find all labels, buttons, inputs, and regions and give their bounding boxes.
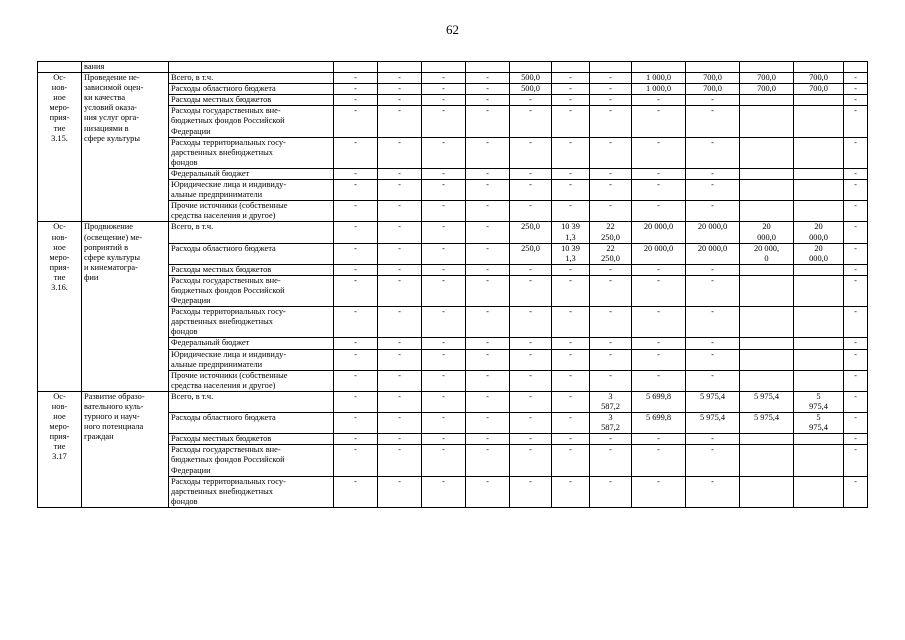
- table-row: [38, 73, 868, 84]
- value-cell: -: [552, 180, 590, 201]
- value-cell: -: [590, 73, 632, 84]
- value-cell: -: [632, 201, 686, 222]
- value-cell: 20 000,0: [794, 222, 844, 243]
- funding-source-label: Расходы территориальных госу- дарственных внебюджетных фондов: [169, 137, 334, 168]
- funding-source-label: Расходы государственных вне- бюджетных фондов Российской Федерации: [169, 106, 334, 137]
- value-cell: -: [686, 349, 740, 370]
- value-cell: -: [378, 222, 422, 243]
- value-cell: -: [590, 168, 632, 179]
- value-cell: -: [334, 338, 378, 349]
- value-cell: -: [510, 413, 552, 434]
- value-cell: [794, 445, 844, 476]
- value-cell: -: [590, 95, 632, 106]
- value-cell: -: [466, 84, 510, 95]
- value-cell: -: [422, 307, 466, 338]
- value-cell: -: [590, 307, 632, 338]
- value-cell: -: [334, 264, 378, 275]
- value-cell: [740, 434, 794, 445]
- value-cell: [740, 307, 794, 338]
- value-cell: -: [422, 264, 466, 275]
- value-cell: -: [632, 95, 686, 106]
- value-cell: -: [378, 338, 422, 349]
- value-cell: -: [378, 137, 422, 168]
- value-cell: -: [378, 307, 422, 338]
- measure-id: Ос- нов- ное меро- прия- тие 3.15.: [38, 73, 82, 222]
- funding-source-label: Расходы местных бюджетов: [169, 434, 334, 445]
- value-cell: -: [686, 434, 740, 445]
- value-cell: -: [686, 106, 740, 137]
- budget-table: [37, 61, 868, 508]
- value-cell: 10 39 1,3: [552, 243, 590, 264]
- measure-id: Ос- нов- ное меро- прия- тие 3.17: [38, 391, 82, 507]
- value-cell: 5 699,8: [632, 413, 686, 434]
- value-cell: -: [632, 307, 686, 338]
- value-cell: -: [552, 391, 590, 412]
- value-cell: -: [686, 338, 740, 349]
- value-cell: -: [844, 222, 868, 243]
- value-cell: -: [844, 434, 868, 445]
- value-cell: -: [378, 370, 422, 391]
- value-cell: -: [334, 476, 378, 507]
- value-cell: -: [422, 434, 466, 445]
- value-cell: -: [844, 168, 868, 179]
- value-cell: [740, 338, 794, 349]
- value-cell: [794, 264, 844, 275]
- value-cell: -: [378, 413, 422, 434]
- value-cell: -: [686, 137, 740, 168]
- value-cell: -: [590, 106, 632, 137]
- value-cell: [794, 434, 844, 445]
- value-cell: -: [590, 180, 632, 201]
- value-cell: -: [510, 168, 552, 179]
- value-cell: -: [552, 413, 590, 434]
- value-cell: -: [466, 201, 510, 222]
- funding-source-label: Расходы территориальных госу- дарственных внебюджетных фондов: [169, 307, 334, 338]
- value-cell: -: [510, 349, 552, 370]
- value-cell: -: [552, 349, 590, 370]
- funding-source-label: Расходы областного бюджета: [169, 243, 334, 264]
- value-cell: -: [552, 137, 590, 168]
- value-cell: -: [686, 307, 740, 338]
- value-cell: -: [378, 73, 422, 84]
- value-cell: -: [334, 201, 378, 222]
- value-cell: -: [590, 338, 632, 349]
- value-cell: -: [510, 338, 552, 349]
- value-cell: 700,0: [686, 84, 740, 95]
- value-cell: -: [466, 445, 510, 476]
- value-cell: -: [632, 349, 686, 370]
- value-cell: -: [334, 370, 378, 391]
- value-cell: -: [334, 222, 378, 243]
- measure-title: Продвижение (освещение) ме- роприятий в сфере культуры и кинематогра- фии: [82, 222, 169, 392]
- value-cell: -: [632, 338, 686, 349]
- value-cell: -: [334, 168, 378, 179]
- value-cell: -: [552, 168, 590, 179]
- value-cell: -: [334, 95, 378, 106]
- value-cell: -: [844, 106, 868, 137]
- value-cell: -: [334, 84, 378, 95]
- value-cell: -: [466, 370, 510, 391]
- value-cell: -: [844, 201, 868, 222]
- value-cell: -: [334, 349, 378, 370]
- value-cell: -: [334, 106, 378, 137]
- value-cell: -: [632, 445, 686, 476]
- value-cell: [740, 476, 794, 507]
- value-cell: 500,0: [510, 73, 552, 84]
- value-cell: 20 000,0: [740, 222, 794, 243]
- measure-id: Ос- нов- ное меро- прия- тие 3.16.: [38, 222, 82, 392]
- value-cell: -: [378, 106, 422, 137]
- value-cell: -: [510, 275, 552, 306]
- value-cell: -: [510, 180, 552, 201]
- value-cell: -: [632, 106, 686, 137]
- value-cell: 5 975,4: [794, 413, 844, 434]
- value-cell: -: [466, 413, 510, 434]
- value-cell: 5 975,4: [686, 413, 740, 434]
- value-cell: -: [552, 445, 590, 476]
- value-cell: -: [844, 307, 868, 338]
- value-cell: -: [510, 95, 552, 106]
- value-cell: 1 000,0: [632, 73, 686, 84]
- continued-cell: вания: [82, 62, 169, 73]
- value-cell: 22 250,0: [590, 243, 632, 264]
- value-cell: -: [590, 349, 632, 370]
- value-cell: 1 000,0: [632, 84, 686, 95]
- value-cell: -: [334, 391, 378, 412]
- value-cell: -: [686, 180, 740, 201]
- value-cell: 250,0: [510, 243, 552, 264]
- value-cell: -: [334, 73, 378, 84]
- value-cell: -: [844, 445, 868, 476]
- funding-source-label: Расходы местных бюджетов: [169, 95, 334, 106]
- value-cell: -: [334, 307, 378, 338]
- value-cell: 700,0: [794, 73, 844, 84]
- value-cell: 700,0: [740, 73, 794, 84]
- value-cell: -: [378, 180, 422, 201]
- value-cell: -: [552, 338, 590, 349]
- funding-source-label: Расходы государственных вне- бюджетных фондов Российской Федерации: [169, 275, 334, 306]
- table-row: [38, 391, 868, 412]
- value-cell: [740, 264, 794, 275]
- table-row: [38, 222, 868, 243]
- value-cell: 5 975,4: [794, 391, 844, 412]
- value-cell: -: [590, 264, 632, 275]
- funding-source-label: Расходы территориальных госу- дарственных внебюджетных фондов: [169, 476, 334, 507]
- value-cell: 20 000,0: [632, 222, 686, 243]
- funding-source-label: Расходы областного бюджета: [169, 84, 334, 95]
- value-cell: 20 000,0: [686, 243, 740, 264]
- value-cell: -: [422, 243, 466, 264]
- measure-title: Развитие образо- вательного куль- турного и науч- ного потенциала граждан: [82, 391, 169, 507]
- value-cell: -: [378, 349, 422, 370]
- value-cell: -: [686, 445, 740, 476]
- value-cell: -: [590, 275, 632, 306]
- value-cell: -: [422, 391, 466, 412]
- value-cell: [794, 180, 844, 201]
- value-cell: [794, 106, 844, 137]
- value-cell: -: [552, 201, 590, 222]
- value-cell: -: [334, 137, 378, 168]
- value-cell: [794, 370, 844, 391]
- value-cell: -: [844, 180, 868, 201]
- value-cell: -: [466, 106, 510, 137]
- value-cell: -: [590, 445, 632, 476]
- value-cell: 5 699,8: [632, 391, 686, 412]
- value-cell: -: [686, 476, 740, 507]
- value-cell: -: [378, 84, 422, 95]
- value-cell: -: [844, 275, 868, 306]
- value-cell: -: [466, 137, 510, 168]
- table-row: [38, 62, 868, 73]
- value-cell: -: [590, 201, 632, 222]
- value-cell: -: [632, 476, 686, 507]
- value-cell: 10 39 1,3: [552, 222, 590, 243]
- value-cell: -: [378, 445, 422, 476]
- value-cell: -: [466, 180, 510, 201]
- value-cell: [794, 307, 844, 338]
- value-cell: -: [632, 275, 686, 306]
- value-cell: -: [686, 95, 740, 106]
- value-cell: -: [844, 413, 868, 434]
- value-cell: [740, 106, 794, 137]
- funding-source-label: Юридические лица и индивиду- альные предприниматели: [169, 349, 334, 370]
- value-cell: -: [510, 264, 552, 275]
- value-cell: -: [334, 243, 378, 264]
- value-cell: -: [422, 106, 466, 137]
- value-cell: -: [844, 95, 868, 106]
- value-cell: 5 975,4: [740, 413, 794, 434]
- value-cell: 250,0: [510, 222, 552, 243]
- value-cell: -: [844, 243, 868, 264]
- value-cell: [740, 445, 794, 476]
- value-cell: -: [590, 84, 632, 95]
- value-cell: 22 250,0: [590, 222, 632, 243]
- value-cell: -: [378, 476, 422, 507]
- value-cell: -: [466, 73, 510, 84]
- value-cell: [740, 168, 794, 179]
- value-cell: -: [334, 275, 378, 306]
- value-cell: -: [510, 201, 552, 222]
- value-cell: [740, 95, 794, 106]
- value-cell: -: [422, 168, 466, 179]
- value-cell: [794, 349, 844, 370]
- value-cell: -: [466, 275, 510, 306]
- value-cell: -: [422, 222, 466, 243]
- value-cell: [740, 201, 794, 222]
- value-cell: -: [552, 73, 590, 84]
- value-cell: -: [552, 275, 590, 306]
- value-cell: -: [844, 476, 868, 507]
- value-cell: 5 975,4: [740, 391, 794, 412]
- value-cell: -: [510, 137, 552, 168]
- value-cell: -: [466, 349, 510, 370]
- value-cell: -: [378, 95, 422, 106]
- value-cell: [740, 275, 794, 306]
- value-cell: -: [422, 370, 466, 391]
- value-cell: -: [510, 476, 552, 507]
- value-cell: -: [552, 476, 590, 507]
- value-cell: -: [378, 201, 422, 222]
- value-cell: -: [334, 434, 378, 445]
- value-cell: -: [844, 349, 868, 370]
- funding-source-label: Федеральный бюджет: [169, 168, 334, 179]
- value-cell: -: [590, 434, 632, 445]
- value-cell: 700,0: [794, 84, 844, 95]
- value-cell: -: [844, 84, 868, 95]
- value-cell: -: [552, 307, 590, 338]
- value-cell: -: [844, 73, 868, 84]
- value-cell: 3 587,2: [590, 413, 632, 434]
- value-cell: -: [632, 434, 686, 445]
- value-cell: 20 000,0: [794, 243, 844, 264]
- funding-source-label: Всего, в т.ч.: [169, 73, 334, 84]
- value-cell: [794, 338, 844, 349]
- value-cell: [740, 349, 794, 370]
- value-cell: -: [552, 95, 590, 106]
- value-cell: -: [466, 434, 510, 445]
- value-cell: [794, 201, 844, 222]
- funding-source-label: Прочие источники (собственные средства населения и другое): [169, 201, 334, 222]
- value-cell: -: [466, 338, 510, 349]
- funding-source-label: Расходы областного бюджета: [169, 413, 334, 434]
- value-cell: -: [378, 275, 422, 306]
- value-cell: 20 000, 0: [740, 243, 794, 264]
- value-cell: 700,0: [740, 84, 794, 95]
- value-cell: -: [378, 434, 422, 445]
- value-cell: -: [510, 307, 552, 338]
- value-cell: [794, 95, 844, 106]
- value-cell: -: [632, 180, 686, 201]
- value-cell: -: [510, 434, 552, 445]
- funding-source-label: Всего, в т.ч.: [169, 391, 334, 412]
- value-cell: -: [590, 137, 632, 168]
- value-cell: [794, 275, 844, 306]
- value-cell: -: [334, 413, 378, 434]
- value-cell: 20 000,0: [686, 222, 740, 243]
- value-cell: -: [510, 445, 552, 476]
- value-cell: -: [844, 338, 868, 349]
- value-cell: -: [632, 370, 686, 391]
- value-cell: -: [378, 243, 422, 264]
- value-cell: -: [422, 349, 466, 370]
- value-cell: -: [422, 180, 466, 201]
- value-cell: -: [422, 201, 466, 222]
- value-cell: -: [844, 137, 868, 168]
- value-cell: -: [422, 338, 466, 349]
- value-cell: 700,0: [686, 73, 740, 84]
- value-cell: -: [422, 476, 466, 507]
- value-cell: -: [686, 201, 740, 222]
- value-cell: -: [510, 370, 552, 391]
- value-cell: -: [590, 370, 632, 391]
- value-cell: -: [632, 168, 686, 179]
- value-cell: -: [466, 264, 510, 275]
- value-cell: [794, 476, 844, 507]
- value-cell: -: [466, 222, 510, 243]
- value-cell: -: [686, 168, 740, 179]
- value-cell: -: [552, 106, 590, 137]
- value-cell: [794, 168, 844, 179]
- measure-title: Проведение не- зависимой оцен- ки качества условий оказа- ния услуг орга- низациями в сфере культуры: [82, 73, 169, 222]
- value-cell: -: [334, 180, 378, 201]
- value-cell: -: [552, 264, 590, 275]
- funding-source-label: Прочие источники (собственные средства населения и другое): [169, 370, 334, 391]
- value-cell: -: [466, 391, 510, 412]
- value-cell: [740, 137, 794, 168]
- value-cell: [794, 137, 844, 168]
- value-cell: -: [844, 391, 868, 412]
- funding-source-label: Федеральный бюджет: [169, 338, 334, 349]
- page-number: 62: [446, 22, 459, 37]
- value-cell: -: [552, 370, 590, 391]
- value-cell: -: [552, 434, 590, 445]
- funding-source-label: Расходы местных бюджетов: [169, 264, 334, 275]
- value-cell: -: [632, 137, 686, 168]
- funding-source-label: Юридические лица и индивиду- альные предприниматели: [169, 180, 334, 201]
- value-cell: -: [422, 73, 466, 84]
- value-cell: -: [510, 391, 552, 412]
- value-cell: 3 587,2: [590, 391, 632, 412]
- value-cell: 500,0: [510, 84, 552, 95]
- value-cell: [740, 370, 794, 391]
- value-cell: -: [844, 264, 868, 275]
- funding-source-label: Расходы государственных вне- бюджетных фондов Российской Федерации: [169, 445, 334, 476]
- value-cell: -: [422, 84, 466, 95]
- value-cell: -: [844, 370, 868, 391]
- value-cell: -: [686, 370, 740, 391]
- value-cell: 20 000,0: [632, 243, 686, 264]
- value-cell: -: [466, 168, 510, 179]
- value-cell: -: [422, 95, 466, 106]
- value-cell: -: [466, 243, 510, 264]
- value-cell: -: [686, 275, 740, 306]
- value-cell: -: [422, 275, 466, 306]
- value-cell: [740, 180, 794, 201]
- value-cell: -: [686, 264, 740, 275]
- value-cell: -: [378, 264, 422, 275]
- value-cell: -: [510, 106, 552, 137]
- value-cell: -: [422, 137, 466, 168]
- value-cell: 5 975,4: [686, 391, 740, 412]
- funding-source-label: Всего, в т.ч.: [169, 222, 334, 243]
- value-cell: -: [552, 84, 590, 95]
- value-cell: -: [334, 445, 378, 476]
- value-cell: -: [632, 264, 686, 275]
- value-cell: -: [422, 445, 466, 476]
- value-cell: -: [378, 168, 422, 179]
- value-cell: -: [466, 95, 510, 106]
- value-cell: -: [590, 476, 632, 507]
- value-cell: -: [422, 413, 466, 434]
- value-cell: -: [466, 476, 510, 507]
- value-cell: -: [378, 391, 422, 412]
- value-cell: -: [466, 307, 510, 338]
